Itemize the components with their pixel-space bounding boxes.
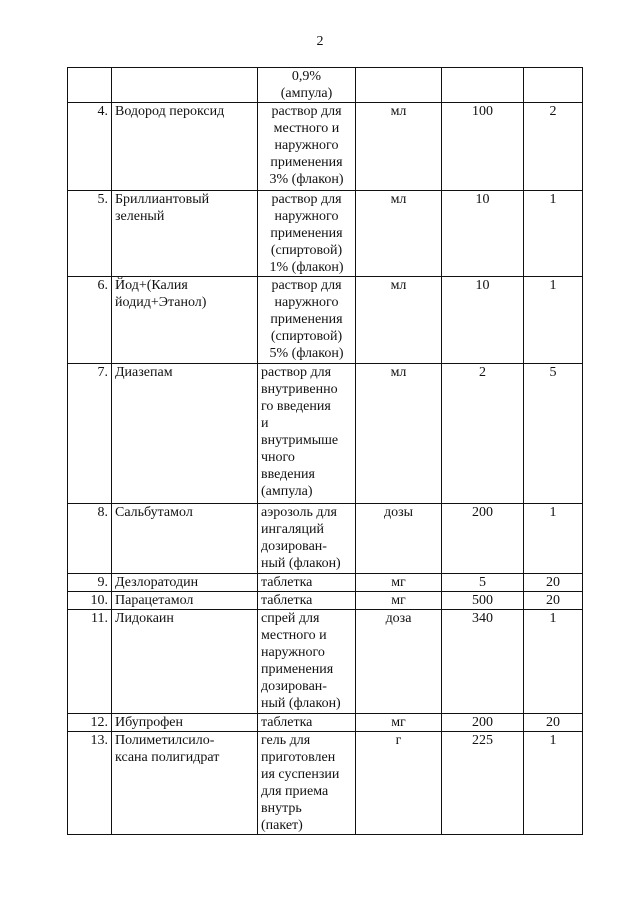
dose-cell: 340 (442, 610, 524, 714)
table-row (68, 504, 583, 574)
unit-cell: доза (356, 610, 442, 714)
unit-cell: мл (356, 191, 442, 277)
row-number-cell (68, 68, 112, 103)
medication-table (67, 67, 583, 835)
dosage-form-cell: гель для приготовлен ия суспензии для приема внутрь (пакет) (258, 732, 356, 835)
table-row (68, 364, 583, 504)
unit-cell: мг (356, 714, 442, 732)
unit-cell: г (356, 732, 442, 835)
dosage-form-cell: таблетка (258, 714, 356, 732)
quantity-cell: 1 (524, 610, 583, 714)
drug-name-cell: Полиметилсило- ксана полигидрат (112, 732, 258, 835)
quantity-cell: 1 (524, 504, 583, 574)
dose-cell: 5 (442, 574, 524, 592)
drug-name-cell: Парацетамол (112, 592, 258, 610)
dose-cell: 10 (442, 277, 524, 364)
drug-name-cell: Йод+(Калия йодид+Этанол) (112, 277, 258, 364)
quantity-cell: 1 (524, 191, 583, 277)
row-number-cell: 6. (68, 277, 112, 364)
drug-name-cell: Лидокаин (112, 610, 258, 714)
row-number-cell: 10. (68, 592, 112, 610)
dose-cell: 200 (442, 714, 524, 732)
dosage-form-cell: раствор для местного и наружного применения 3% (флакон) (258, 103, 356, 191)
unit-cell: мг (356, 592, 442, 610)
table-row (68, 574, 583, 592)
dose-cell: 225 (442, 732, 524, 835)
unit-cell: мг (356, 574, 442, 592)
quantity-cell: 20 (524, 574, 583, 592)
quantity-cell: 20 (524, 714, 583, 732)
dose-cell: 200 (442, 504, 524, 574)
table-row (68, 68, 583, 103)
dose-cell: 10 (442, 191, 524, 277)
unit-cell: мл (356, 277, 442, 364)
quantity-cell: 20 (524, 592, 583, 610)
row-number-cell: 8. (68, 504, 112, 574)
row-number-cell: 5. (68, 191, 112, 277)
table-row (68, 191, 583, 277)
row-number-cell: 12. (68, 714, 112, 732)
drug-name-cell: Сальбутамол (112, 504, 258, 574)
dosage-form-cell: таблетка (258, 592, 356, 610)
quantity-cell: 5 (524, 364, 583, 504)
table-row (68, 103, 583, 191)
dose-cell (442, 68, 524, 103)
dose-cell: 100 (442, 103, 524, 191)
drug-name-cell: Ибупрофен (112, 714, 258, 732)
row-number-cell: 4. (68, 103, 112, 191)
quantity-cell (524, 68, 583, 103)
row-number-cell: 11. (68, 610, 112, 714)
unit-cell (356, 68, 442, 103)
dosage-form-cell: раствор для наружного применения (спиртовой) 5% (флакон) (258, 277, 356, 364)
drug-name-cell: Дезлоратодин (112, 574, 258, 592)
table-row (68, 714, 583, 732)
quantity-cell: 2 (524, 103, 583, 191)
dosage-form-cell: раствор для наружного применения (спиртовой) 1% (флакон) (258, 191, 356, 277)
table-row (68, 277, 583, 364)
table-body (68, 68, 583, 835)
quantity-cell: 1 (524, 277, 583, 364)
dosage-form-cell: спрей для местного и наружного применения дозирован- ный (флакон) (258, 610, 356, 714)
unit-cell: дозы (356, 504, 442, 574)
dosage-form-cell: аэрозоль для ингаляций дозирован- ный (флакон) (258, 504, 356, 574)
dosage-form-cell: раствор для внутривенно го введения и внутримыше чного введения (ампула) (258, 364, 356, 504)
page-number: 2 (316, 34, 324, 49)
row-number-cell: 13. (68, 732, 112, 835)
dosage-form-cell: 0,9% (ампула) (258, 68, 356, 103)
dose-cell: 500 (442, 592, 524, 610)
quantity-cell: 1 (524, 732, 583, 835)
dose-cell: 2 (442, 364, 524, 504)
table-row (68, 610, 583, 714)
drug-name-cell: Водород пероксид (112, 103, 258, 191)
drug-name-cell: Бриллиантовый зеленый (112, 191, 258, 277)
dosage-form-cell: таблетка (258, 574, 356, 592)
drug-name-cell: Диазепам (112, 364, 258, 504)
row-number-cell: 7. (68, 364, 112, 504)
drug-name-cell (112, 68, 258, 103)
table-row (68, 592, 583, 610)
unit-cell: мл (356, 364, 442, 504)
row-number-cell: 9. (68, 574, 112, 592)
table-row (68, 732, 583, 835)
unit-cell: мл (356, 103, 442, 191)
